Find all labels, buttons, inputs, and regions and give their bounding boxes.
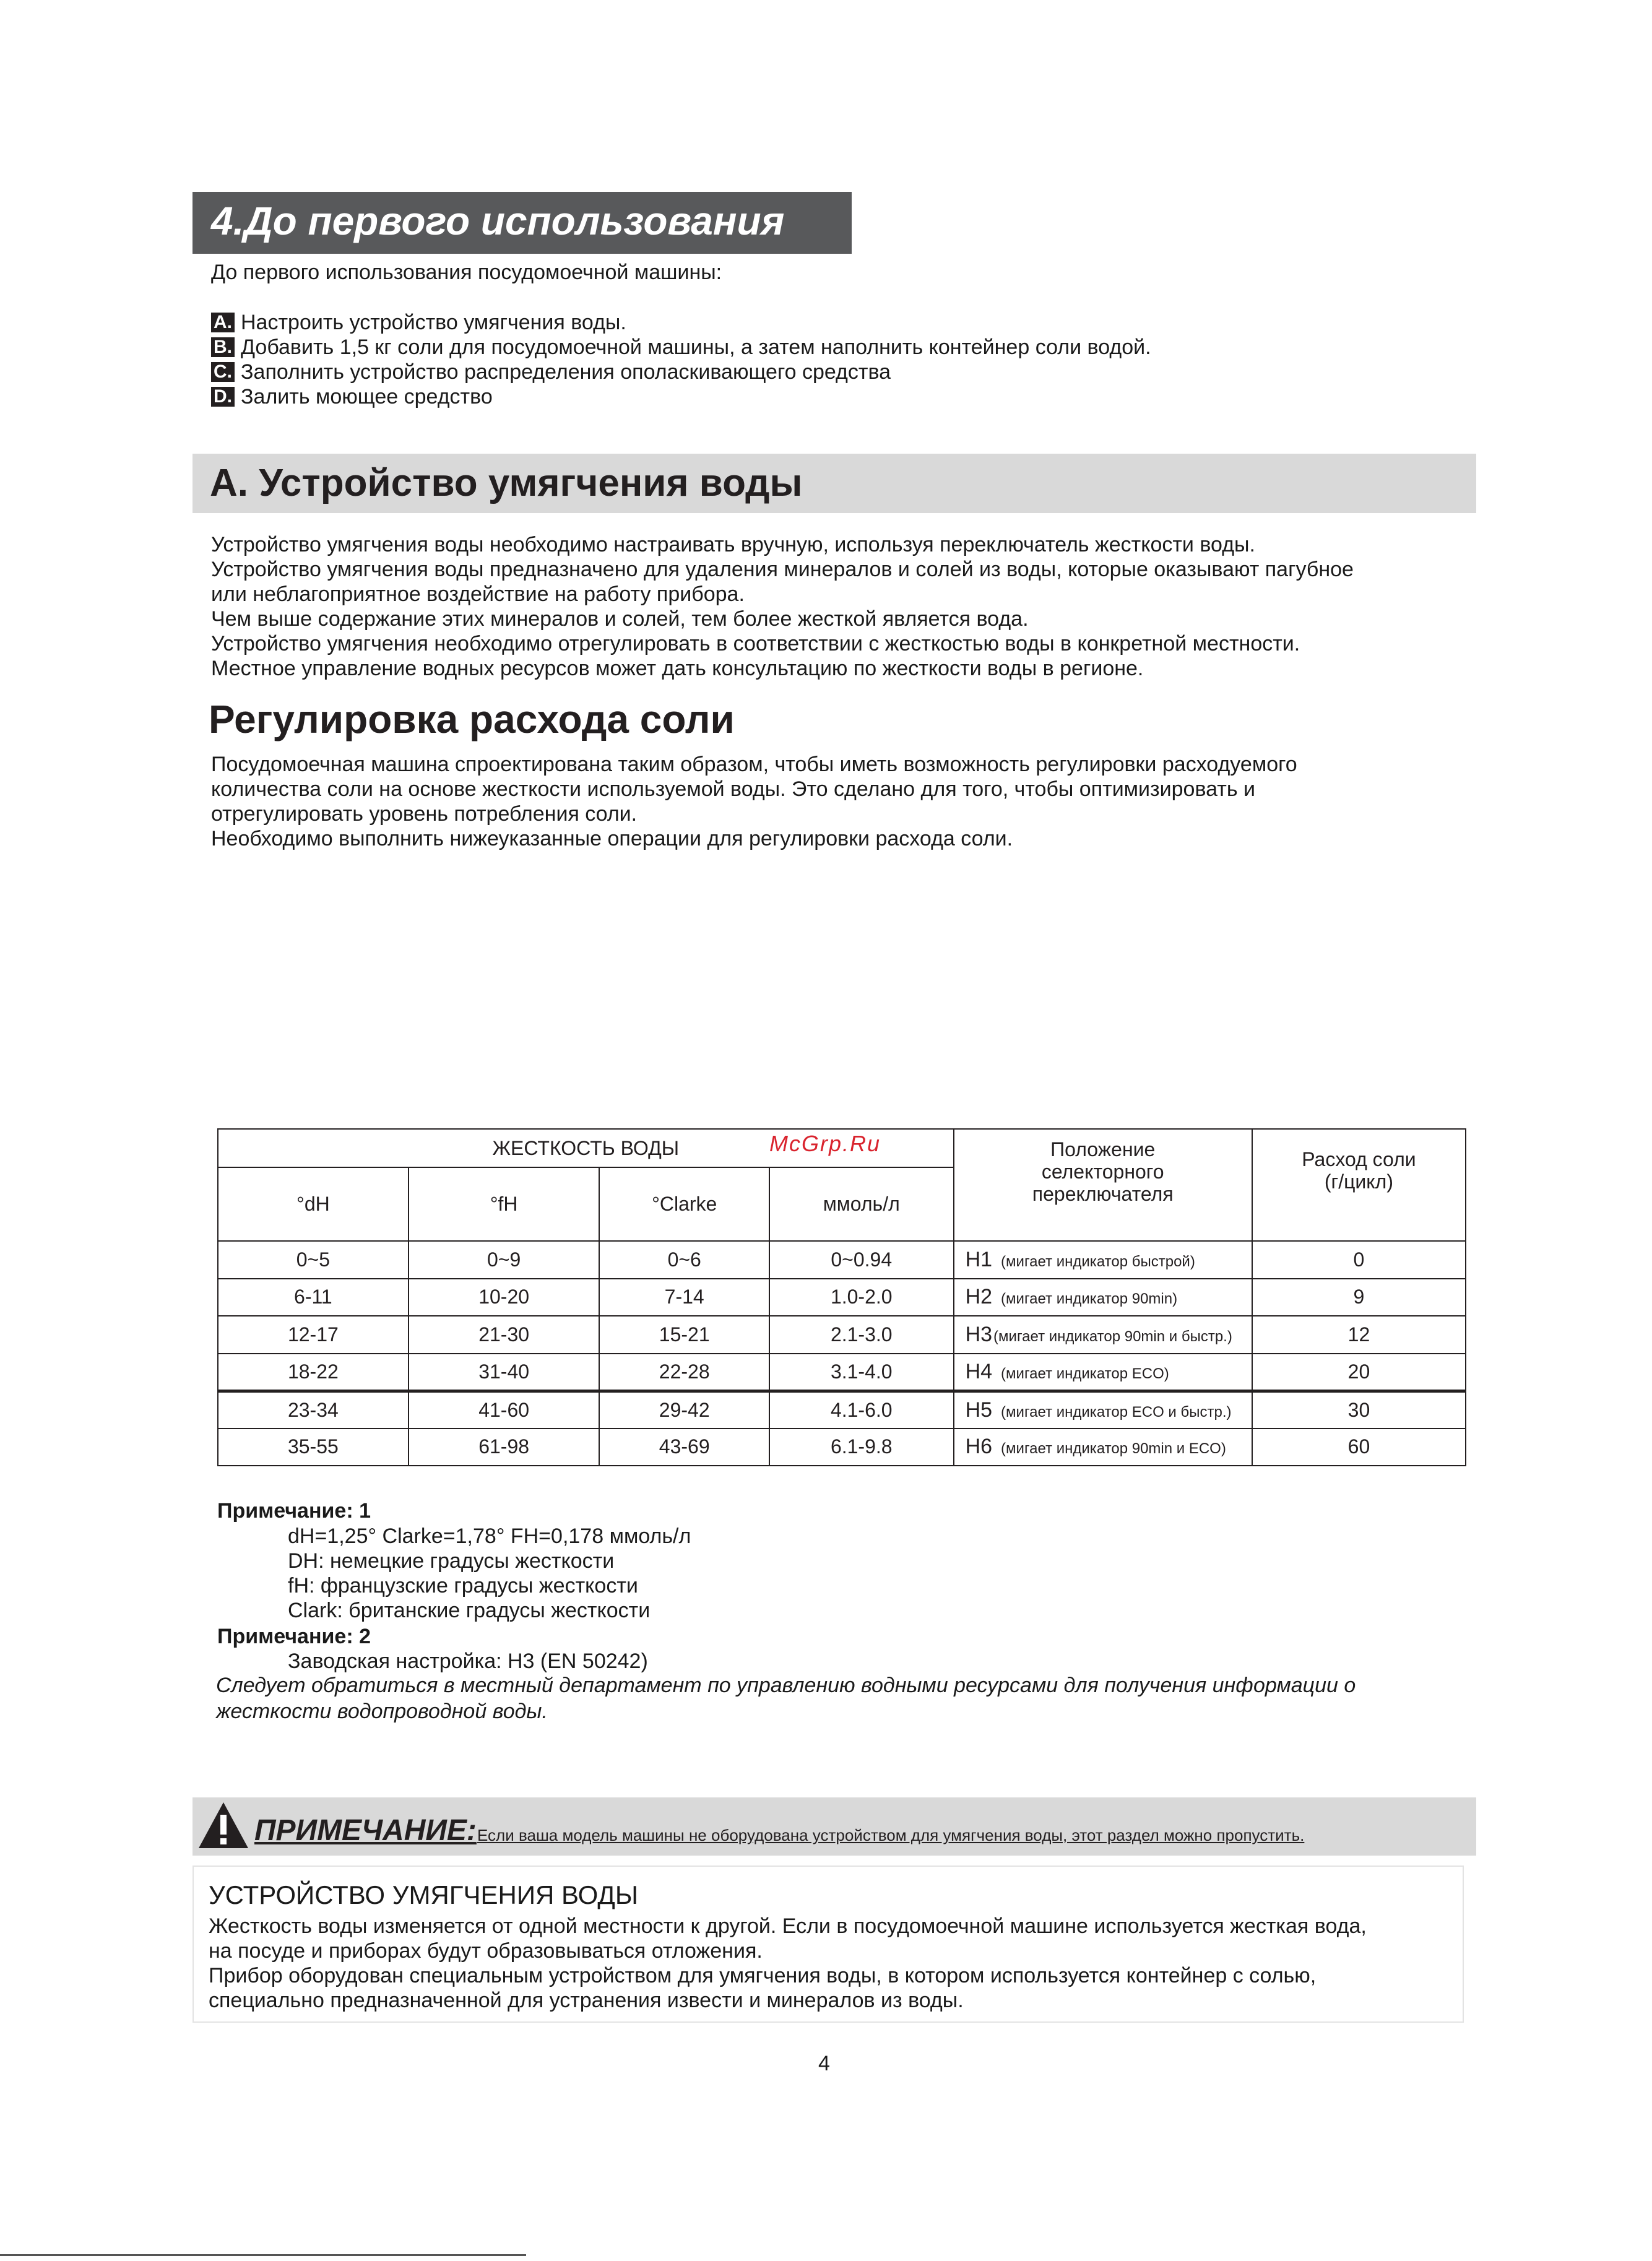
salt-title: Регулировка расхода соли (209, 697, 735, 741)
cell-position (954, 1354, 1252, 1391)
hardness-group-header (218, 1129, 954, 1167)
position-hint: (мигает индикатор 90min) (1001, 1290, 1178, 1308)
cell-mmol: 2.1-3.0 (769, 1316, 954, 1353)
note-line: dH=1,25° Clarke=1,78° FH=0,178 ммоль/л (288, 1524, 691, 1548)
note2-line: Заводская настройка: H3 (EN 50242) (288, 1649, 648, 1673)
cell-mmol: 3.1-4.0 (769, 1354, 954, 1391)
italic-note-line: жесткости водопроводной воды. (216, 1700, 548, 1723)
cell-dh: 23-34 (218, 1391, 409, 1428)
step-item (211, 335, 1151, 360)
cell-salt: 60 (1252, 1429, 1466, 1466)
paragraph-line: Необходимо выполнить нижеуказанные операции для регулировки расхода соли. (211, 827, 1013, 850)
cell-clarke: 43-69 (599, 1429, 769, 1466)
box-title: УСТРОЙСТВО УМЯГЧЕНИЯ ВОДЫ (209, 1880, 639, 1909)
page-number: 4 (818, 2052, 830, 2075)
salt-paragraph (211, 752, 1468, 851)
paragraph-line: отрегулировать уровень потребления соли. (211, 802, 638, 826)
paragraph-line: Устройство умягчения воды необходимо настраивать вручную, используя переключатель жесткости воды. (211, 533, 1255, 556)
cell-clarke: 29-42 (599, 1391, 769, 1428)
hardness-header-label: ЖЕСТКОСТЬ ВОДЫ (492, 1136, 680, 1159)
position-code: H5 (965, 1398, 993, 1422)
cell-dh: 35-55 (218, 1429, 409, 1466)
unit-header-dh: °dH (218, 1167, 409, 1241)
warning-icon (197, 1801, 249, 1849)
paragraph-line: количества соли на основе жесткости используемой воды. Это сделано для того, чтобы оптимизировать и (211, 777, 1256, 801)
steps-list (211, 310, 1151, 409)
intro-text: До первого использования посудомоечной машины: (211, 261, 722, 284)
position-hint: (мигает индикатор ECO) (1001, 1365, 1169, 1382)
cell-mmol: 6.1-9.8 (769, 1429, 954, 1466)
cell-clarke: 0~6 (599, 1241, 769, 1278)
cell-dh: 12-17 (218, 1316, 409, 1353)
table-row (218, 1391, 1466, 1428)
step-letter: C. (211, 362, 235, 382)
position-code: H3 (965, 1322, 993, 1346)
cell-mmol: 4.1-6.0 (769, 1391, 954, 1428)
table-row (218, 1429, 1466, 1466)
step-text: Залить моющее средство (241, 385, 493, 409)
cell-fh: 61-98 (409, 1429, 600, 1466)
position-hint: (мигает индикатор быстрой) (1001, 1253, 1195, 1271)
softener-info-box (192, 1865, 1464, 2023)
italic-note-line: Следует обратиться в местный департамент по управлению водными ресурсами для получения информации о (216, 1674, 1356, 1697)
cell-fh: 0~9 (409, 1241, 600, 1278)
water-authority-note (216, 1672, 1473, 1724)
warning-text: Если ваша модель машины не оборудована устройством для умягчения воды, этот раздел можно пропустить. (477, 1826, 1305, 1844)
unit-header-fh: °fH (409, 1167, 600, 1241)
cell-mmol: 0~0.94 (769, 1241, 954, 1278)
paragraph-line: Устройство умягчения воды предназначено для удаления минералов и солей из воды, которые оказывают пагубное (211, 558, 1354, 581)
warning-title: ПРИМЕЧАНИЕ: (254, 1814, 477, 1847)
cell-position (954, 1279, 1252, 1316)
step-text: Добавить 1,5 кг соли для посудомоечной машины, а затем наполнить контейнер соли водой. (241, 335, 1151, 359)
cell-position (954, 1429, 1252, 1466)
watermark: McGrp.Ru (769, 1131, 881, 1156)
step-letter: B. (211, 337, 235, 357)
note2-title: Примечание: 2 (217, 1625, 371, 1648)
step-text: Заполнить устройство распределения ополаскивающего средства (241, 360, 891, 384)
cell-fh: 10-20 (409, 1279, 600, 1316)
paragraph-line: Устройство умягчения необходимо отрегулировать в соответствии с жесткостью воды в конкретной местности. (211, 632, 1300, 655)
softener-banner (192, 454, 1476, 513)
cell-dh: 18-22 (218, 1354, 409, 1391)
header-line: (г/цикл) (1324, 1170, 1393, 1193)
paragraph-line: Посудомоечная машина спроектирована таким образом, чтобы иметь возможность регулировки расходуемого (211, 753, 1297, 776)
position-code: H6 (965, 1435, 993, 1459)
cell-clarke: 22-28 (599, 1354, 769, 1391)
position-code: H1 (965, 1248, 993, 1272)
salt-consumption-header (1252, 1129, 1466, 1241)
table-header-row (218, 1129, 1466, 1167)
box-line: Жесткость воды изменяется от одной местности к другой. Если в посудомоечной машине используется жесткая вода, (209, 1914, 1367, 1938)
warning-bar (192, 1797, 1476, 1856)
header-line: селекторного (1041, 1161, 1164, 1183)
step-item (211, 310, 1151, 335)
cell-salt: 9 (1252, 1279, 1466, 1316)
step-letter: D. (211, 387, 235, 407)
cell-position (954, 1391, 1252, 1428)
header-line: переключателя (1032, 1183, 1174, 1205)
paragraph-line: или неблагоприятное воздействие на работу прибора. (211, 582, 745, 606)
cell-dh: 6-11 (218, 1279, 409, 1316)
box-line: специально предназначенной для устранения извести и минералов из воды. (209, 1989, 964, 2012)
section-title: 4.До первого использования (211, 199, 785, 243)
unit-header-mmol: ммоль/л (769, 1167, 954, 1241)
position-header (954, 1129, 1252, 1241)
step-item (211, 360, 1151, 384)
note-line: Clark: британские градусы жесткости (288, 1599, 651, 1622)
note1-list (288, 1524, 691, 1623)
step-letter: A. (211, 313, 235, 332)
cell-dh: 0~5 (218, 1241, 409, 1278)
box-line: Прибор оборудован специальным устройством для умягчения воды, в котором используется контейнер с солью, (209, 1964, 1317, 1987)
table-row (218, 1241, 1466, 1278)
note-line: fH: французские градусы жесткости (288, 1574, 638, 1597)
cell-clarke: 15-21 (599, 1316, 769, 1353)
position-hint: (мигает индикатор ECO и быстр.) (1001, 1403, 1232, 1420)
header-line: Положение (1050, 1138, 1156, 1161)
table-row (218, 1279, 1466, 1316)
cell-fh: 41-60 (409, 1391, 600, 1428)
step-text: Настроить устройство умягчения воды. (241, 311, 626, 334)
header-line: Расход соли (1302, 1148, 1416, 1170)
box-paragraph (209, 1914, 1453, 2013)
cell-salt: 20 (1252, 1354, 1466, 1391)
note1-title: Примечание: 1 (217, 1499, 371, 1523)
paragraph-line: Местное управление водных ресурсов может дать консультацию по жесткости воды в регионе. (211, 657, 1144, 680)
cell-salt: 12 (1252, 1316, 1466, 1353)
cell-mmol: 1.0-2.0 (769, 1279, 954, 1316)
position-hint: (мигает индикатор 90min и ECO) (1001, 1440, 1226, 1458)
position-code: H4 (965, 1359, 993, 1383)
paragraph-line: Чем выше содержание этих минералов и солей, тем более жесткой является вода. (211, 607, 1029, 631)
cell-position (954, 1316, 1252, 1353)
softener-title: A. Устройство умягчения воды (210, 462, 803, 504)
table-row (218, 1316, 1466, 1353)
bottom-divider (0, 2254, 526, 2256)
cell-salt: 30 (1252, 1391, 1466, 1428)
softener-paragraph (211, 532, 1468, 681)
hardness-table (217, 1128, 1466, 1466)
unit-header-clarke: °Clarke (599, 1167, 769, 1241)
cell-fh: 31-40 (409, 1354, 600, 1391)
position-hint: (мигает индикатор 90min и быстр.) (993, 1328, 1232, 1345)
cell-salt: 0 (1252, 1241, 1466, 1278)
box-line: на посуде и приборах будут образовываться отложения. (209, 1939, 763, 1963)
cell-position (954, 1241, 1252, 1278)
step-item (211, 384, 1151, 409)
cell-fh: 21-30 (409, 1316, 600, 1353)
cell-clarke: 7-14 (599, 1279, 769, 1316)
section-banner (192, 192, 852, 254)
note-line: DH: немецкие градусы жесткости (288, 1549, 615, 1573)
table-row (218, 1354, 1466, 1391)
position-code: H2 (965, 1285, 993, 1309)
